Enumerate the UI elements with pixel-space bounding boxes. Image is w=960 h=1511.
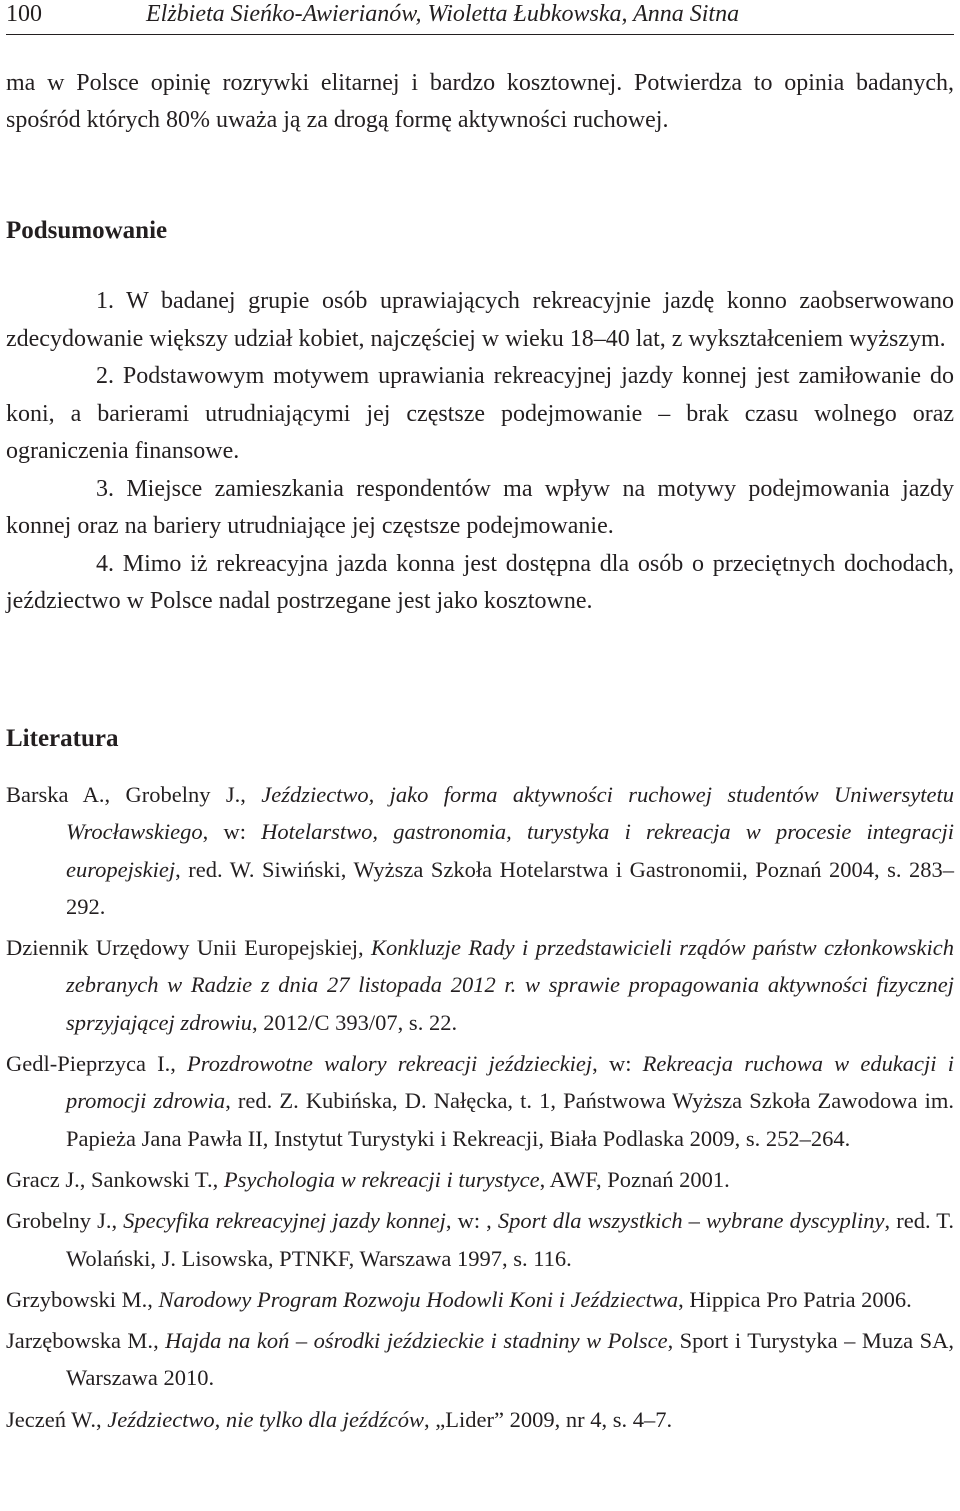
reference-title: Jeździectwo, jako forma aktywności ruchowej studentów Uniwersytetu Wrocławskiego bbox=[66, 782, 954, 845]
summary-item-4: 4. Mimo iż rekreacyjna jazda konna jest dostępna dla osób o przeciętnych dochodach, jeździectwo w Polsce nadal postrzegane jest jako kosztowne. bbox=[6, 550, 954, 614]
reference-author: Gracz J., Sankowski T. bbox=[6, 1166, 213, 1192]
reference-item: Jeczeń W., Jeździectwo, nie tylko dla jeźdźców, „Lider” 2009, nr 4, s. 4–7. bbox=[6, 1406, 673, 1432]
summary-item-1: 1. W badanej grupie osób uprawiających rekreacyjnie jazdę konno zaobserwowano zdecydowanie większy udział kobiet, najczęściej w wieku 18–40 lat, z wykształceniem wyższym. bbox=[6, 288, 954, 352]
reference-author: Dziennik Urzędowy Unii Europejskiej bbox=[6, 935, 359, 961]
reference-title: Prozdrowotne walory rekreacji jeździeckiej bbox=[187, 1051, 593, 1077]
running-header-authors: Elżbieta Sieńko-Awierianów, Wioletta Łubkowska, Anna Sitna bbox=[146, 1, 740, 27]
reference-item: Dziennik Urzędowy Unii Europejskiej, Konkluzje Rady i przedstawicieli rządów państw członkowskich zebranych w Radzie z dnia 27 listopada 2012 r. w sprawie propagowania aktywności fizycznej sprzyjającej zdrowiu, 2012/C 393/07, s. 22. bbox=[6, 935, 954, 1035]
reference-title: Psychologia w rekreacji i turystyce bbox=[223, 1166, 540, 1192]
reference-source: Sport dla wszystkich – wybrane dyscypliny bbox=[497, 1208, 885, 1234]
reference-list bbox=[6, 776, 954, 1442]
reference-title: Konkluzje Rady i przedstawicieli rządów państw członkowskich zebranych w Radzie z dnia 27 listopada 2012 r. w sprawie propagowania aktywności fizycznej sprzyjającej zdrowiu bbox=[66, 935, 954, 1035]
reference-title: Specyfika rekreacyjnej jazdy konnej bbox=[123, 1208, 446, 1234]
intro-paragraph: ma w Polsce opinię rozrywki elitarnej i bardzo kosztownej. Potwierdza to opinia badanych, spośród których 80% uważa ją za drogą formę aktywności ruchowej. bbox=[6, 70, 954, 133]
reference-author: Grzybowski M. bbox=[6, 1286, 148, 1312]
summary-item-3: 3. Miejsce zamieszkania respondentów ma wpływ na motywy podejmowania jazdy konnej oraz na bariery utrudniające jej częstsze podejmowanie. bbox=[6, 475, 954, 539]
reference-item: Gedl-Pieprzyca I., Prozdrowotne walory rekreacji jeździeckiej, w: Rekreacja ruchowa w edukacji i promocji zdrowia, red. Z. Kubińska, D. Nałęcka, t. 1, Państwowa Wyższa Szkoła Zawodowa im. Papieża Jana Pawła II, Instytut Turystyki i Rekreacji, Biała Podlaska 2009, s. 252–264. bbox=[6, 1051, 954, 1151]
running-header bbox=[6, 0, 954, 35]
summary-heading: Podsumowanie bbox=[6, 217, 168, 244]
reference-item: Jarzębowska M., Hajda na koń – ośrodki jeździeckie i stadniny w Polsce, Sport i Turystyka – Muza SA, Warszawa 2010. bbox=[6, 1328, 954, 1391]
summary-list bbox=[6, 283, 954, 621]
reference-author: Barska A., Grobelny J. bbox=[6, 782, 241, 807]
page-number: 100 bbox=[6, 1, 42, 27]
reference-item: Grobelny J., Specyfika rekreacyjnej jazdy konnej, w: , Sport dla wszystkich – wybrane dyscypliny, red. T. Wolański, J. Lisowska, PTNKF, Warszawa 1997, s. 116. bbox=[6, 1208, 954, 1271]
reference-author: Grobelny J. bbox=[6, 1208, 112, 1234]
reference-item: Gracz J., Sankowski T., Psychologia w rekreacji i turystyce, AWF, Poznań 2001. bbox=[6, 1166, 730, 1192]
reference-item: Grzybowski M., Narodowy Program Rozwoju Hodowli Koni i Jeździectwa, Hippica Pro Patria 2006. bbox=[6, 1286, 912, 1312]
reference-source: Rekreacja ruchowa w edukacji i promocji zdrowia bbox=[66, 1051, 954, 1114]
reference-author: Gedl-Pieprzyca I. bbox=[6, 1051, 171, 1077]
reference-author: Jeczeń W. bbox=[6, 1406, 96, 1432]
reference-title: Narodowy Program Rozwoju Hodowli Koni i Jeździectwa bbox=[158, 1286, 679, 1312]
reference-title: Hajda na koń – ośrodki jeździeckie i stadniny w Polsce bbox=[165, 1328, 668, 1354]
reference-author: Jarzębowska M. bbox=[6, 1328, 154, 1354]
literature-heading: Literatura bbox=[6, 725, 119, 752]
reference-item: Barska A., Grobelny J., Jeździectwo, jako forma aktywności ruchowej studentów Uniwersytetu Wrocławskiego, w: Hotelarstwo, gastronomia, turystyka i rekreacja w procesie integracji europejskiej, red. W. Siwiński, Wyższa Szkoła Hotelarstwa i Gastronomii, Poznań 2004, s. 283–292. bbox=[6, 782, 955, 919]
summary-item-2: 2. Podstawowym motywem uprawiania rekreacyjnej jazdy konnej jest zamiłowanie do koni, a barierami utrudniającymi jej częstsze podejmowanie – brak czasu wolnego oraz ograniczenia finansowe. bbox=[6, 363, 954, 464]
reference-title: Jeździectwo, nie tylko dla jeźdźców bbox=[107, 1406, 425, 1432]
reference-source: Hotelarstwo, gastronomia, turystyka i rekreacja w procesie integracji europejskiej bbox=[66, 819, 955, 882]
